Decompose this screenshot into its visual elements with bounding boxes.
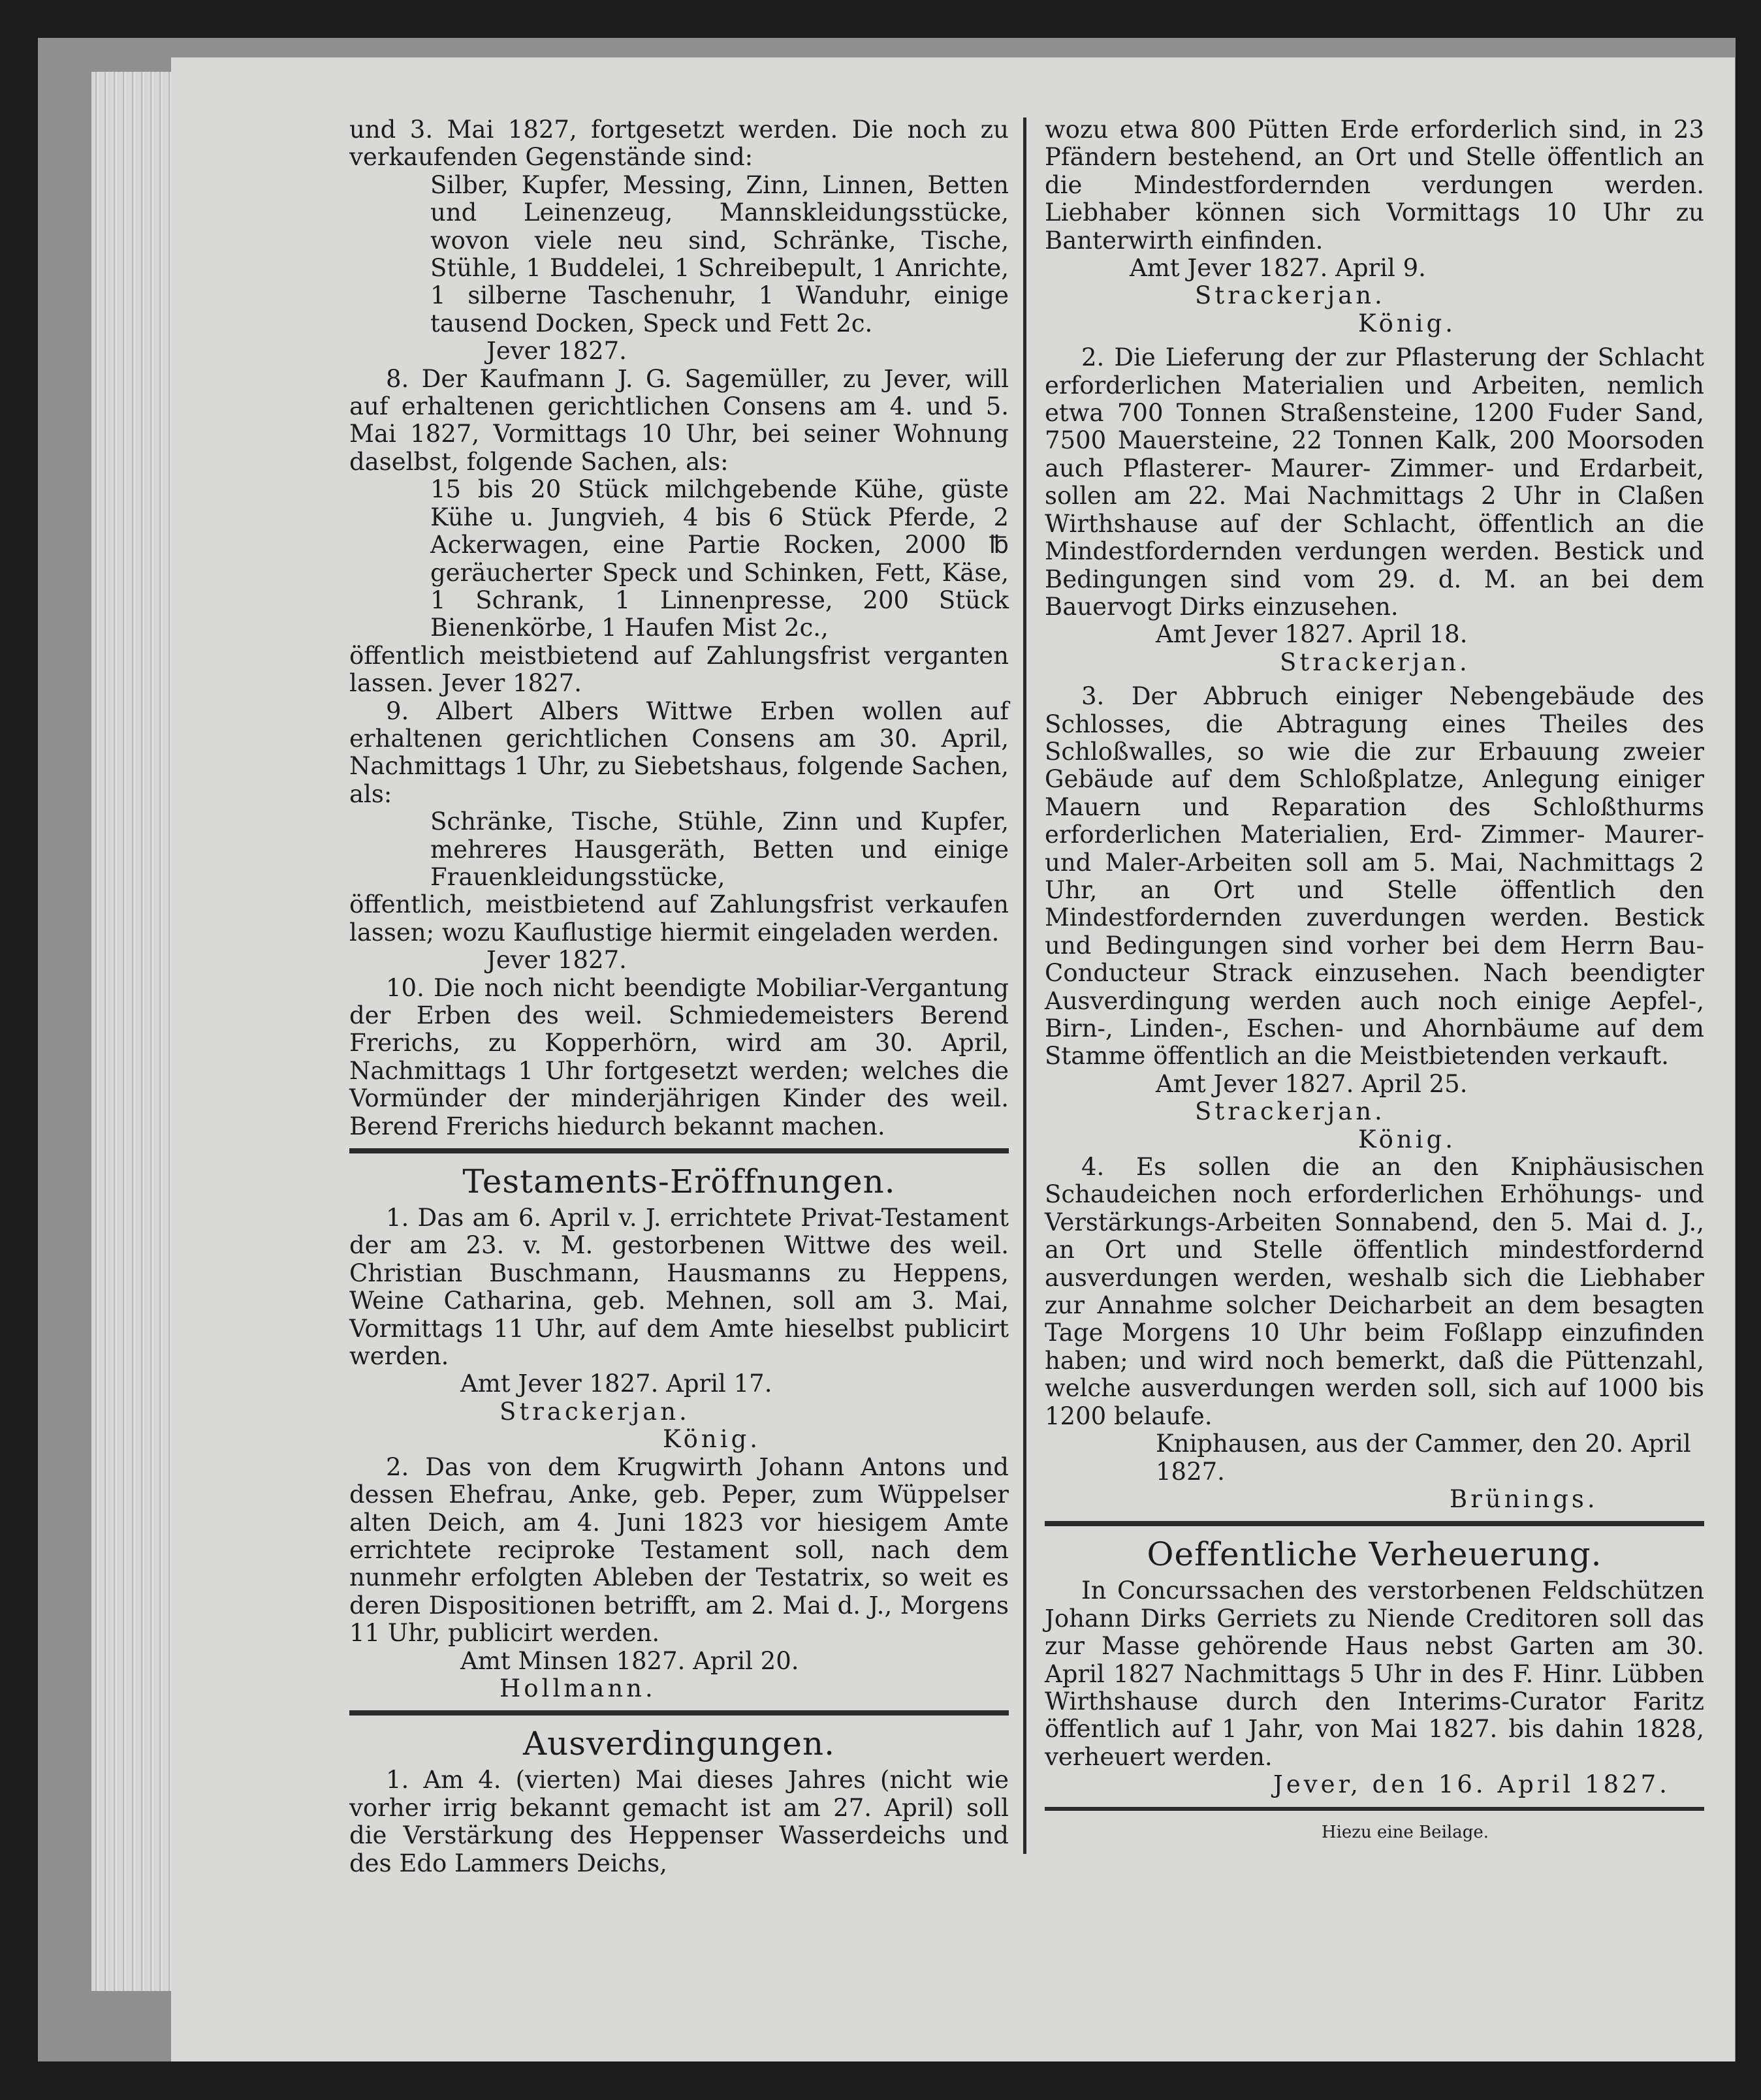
paragraph: öffentlich, meistbietend auf Zahlungsfrist verkaufen lassen; wozu Kauflustige hiermit eingeladen werden. bbox=[349, 890, 1009, 947]
ausverdingung-notice-4: 4. Es sollen die an den Kniphäusischen Schaudeichen noch erforderlichen Erhöhungs- und Verstärkungs-Arbeiten Sonnabend, den 5. Mai d. J., an Ort und Stelle öffentlich mindestfordernd ausverdungen werden, weshalb sich die Liebhaber zur Annahme solcher Deicharbeit an dem besagten Tage Morgens 10 Uhr beim Foßlapp einzufinden haben; und wird noch bemerkt, daß die Püttenzahl, welche ausverdungen werden soll, sich auf 1000 bis 1200 belaufe. bbox=[1045, 1153, 1704, 1430]
paragraph: und 3. Mai 1827, fortgesetzt werden. Die noch zu verkaufenden Gegenstände sind: bbox=[349, 116, 1009, 172]
right-column bbox=[1045, 116, 1704, 1842]
section-heading-verheuerung: Oeffentliche Verheuerung. bbox=[1147, 1535, 1602, 1574]
notice-10: 10. Die noch nicht beendigte Mobiliar-Vergantung der Erben des weil. Schmiedemeisters Berend Frerichs, zu Kopperhörn, wird am 30. April, Nachmittags 1 Uhr fortgesetzt werden; welches die Vormünder der minderjährigen Kinder des weil. Berend Frerichs hiedurch bekannt machen. bbox=[349, 973, 1009, 1140]
column-divider bbox=[1023, 118, 1026, 1854]
signature: Strackerjan. bbox=[1280, 648, 1470, 676]
testament-notice-1: 1. Das am 6. April v. J. errichtete Privat-Testament der am 23. v. M. gestorbenen Wittwe des weil. Christian Buschmann, Hausmanns zu Heppens, Weine Catharina, geb. Mehnen, soll am 3. Mai, Vormittags 11 Uhr, auf dem Amte hieselbst publicirt werden. bbox=[349, 1204, 1009, 1371]
item-list: Silber, Kupfer, Messing, Zinn, Linnen, Betten und Leinenzeug, Mannskleidungsstücke, wovon viele neu sind, Schränke, Tische, Stühle, 1 Buddelei, 1 Schreibepult, 1 Anrichte, 1 silberne Taschenuhr, 1 Wanduhr, einige tausend Docken, Speck und Fett 2c. bbox=[430, 170, 1009, 337]
signature: Strackerjan. bbox=[500, 1397, 690, 1426]
signature: König. bbox=[1358, 309, 1457, 337]
section-rule bbox=[349, 1148, 1009, 1153]
notice-9: 9. Albert Albers Wittwe Erben wollen auf erhaltenen gerichtlichen Consens am 30. April, Nachmittags 1 Uhr, zu Siebetshaus, folgende Sachen, als: bbox=[349, 697, 1009, 808]
page-edges bbox=[91, 72, 183, 1991]
signature: Brünings. bbox=[1450, 1484, 1598, 1513]
place-date: Jever 1827. bbox=[486, 337, 627, 366]
place-date: Amt Jever 1827. April 18. bbox=[1156, 620, 1468, 649]
supplement-note: Hiezu eine Beilage. bbox=[1321, 1822, 1489, 1842]
section-heading-testament: Testaments-Eröffnungen. bbox=[462, 1163, 896, 1201]
item-list: 15 bis 20 Stück milchgebende Kühe, güste Kühe u. Jungvieh, 4 bis 6 Stück Pferde, 2 Ackerwagen, eine Partie Rocken, 2000 ℔ geräucherter Speck und Schinken, Fett, Käse, 1 Schrank, 1 Linnenpresse, 200 Stück Bienenkörbe, 1 Haufen Mist 2c., bbox=[430, 475, 1009, 642]
paragraph: öffentlich meistbietend auf Zahlungsfrist verganten lassen. Jever 1827. bbox=[349, 641, 1009, 698]
place-date: Jever, den 16. April 1827. bbox=[1273, 1770, 1670, 1799]
paragraph: wozu etwa 800 Pütten Erde erforderlich sind, in 23 Pfändern bestehend, an Ort und Stelle öffentlich an die Mindestfordernden verdungen werden. Liebhaber können sich Vormittags 10 Uhr zu Banterwirth einfinden. bbox=[1045, 116, 1704, 255]
place-date: Amt Jever 1827. April 25. bbox=[1156, 1069, 1468, 1098]
ausverdingung-notice-1: 1. Am 4. (vierten) Mai dieses Jahres (nicht wie vorher irrig bekannt gemacht ist am 27. April) soll die Verstärkung des Heppenser Wasserdeichs und des Edo Lammers Deichs, bbox=[349, 1766, 1009, 1877]
signature: Strackerjan. bbox=[1195, 281, 1386, 310]
place-date: Jever 1827. bbox=[486, 946, 627, 975]
place-date: Amt Jever 1827. April 17. bbox=[460, 1370, 772, 1398]
place-date: Amt Minsen 1827. April 20. bbox=[460, 1646, 799, 1675]
section-heading-ausverdingungen: Ausverdingungen. bbox=[522, 1725, 835, 1763]
item-list: Schränke, Tische, Stühle, Zinn und Kupfer, mehreres Hausgeräth, Betten und einige Frauenkleidungsstücke, bbox=[430, 807, 1009, 891]
section-rule bbox=[349, 1710, 1009, 1716]
signature: Hollmann. bbox=[500, 1674, 656, 1702]
ausverdingung-notice-2: 2. Die Lieferung der zur Pflasterung der Schlacht erforderlichen Materialien und Arbeiten, nemlich etwa 700 Tonnen Straßensteine, 1200 Fuder Sand, 7500 Mauersteine, 22 Tonnen Kalk, 200 Moorsoden auch Pflasterer- Maurer- Zimmer- und Erdarbeit, sollen am 22. Mai Nachmittags 2 Uhr in Claßen Wirthshause auf der Schlacht, öffentlich an die Mindestfordernden verdungen werden. Bestick und Bedingungen sind vom 29. d. M. an bei dem Bauervogt Dirks einzusehen. bbox=[1045, 343, 1704, 621]
testament-notice-2: 2. Das von dem Krugwirth Johann Antons und dessen Ehefrau, Anke, geb. Peper, zum Wüppelser alten Deich, am 4. Juni 1823 vor hiesigem Amte errichtete reciproke Testament soll, nach dem nunmehr erfolgten Ableben der Testatrix, so weit es deren Dispositionen betrifft, am 2. Mai d. J., Morgens 11 Uhr, publicirt werden. bbox=[349, 1452, 1009, 1648]
left-column bbox=[349, 116, 1009, 1877]
place-date: Kniphausen, aus der Cammer, den 20. April 1827. bbox=[1156, 1430, 1691, 1486]
section-rule bbox=[1045, 1521, 1704, 1526]
signature: Strackerjan. bbox=[1195, 1097, 1386, 1126]
notice-8: 8. Der Kaufmann J. G. Sagemüller, zu Jever, will auf erhaltenen gerichtlichen Consens am 4. und 5. Mai 1827, Vormittags 10 Uhr, bei seiner Wohnung daselbst, folgende Sachen, als: bbox=[349, 364, 1009, 476]
signature: König. bbox=[663, 1425, 761, 1454]
verheuerung-notice: In Concurssachen des verstorbenen Feldschützen Johann Dirks Gerriets zu Niende Creditoren soll das zur Masse gehörende Haus nebst Garten am 30. April 1827 Nachmittags 5 Uhr in des F. Hinr. Lübben Wirthshause durch den Interims-Curator Faritz öffentlich auf 1 Jahr, von Mai 1827. bis dahin 1828, verheuert werden. bbox=[1045, 1576, 1704, 1771]
section-rule bbox=[1045, 1807, 1704, 1811]
place-date: Amt Jever 1827. April 9. bbox=[1130, 254, 1426, 283]
signature: König. bbox=[1358, 1125, 1457, 1153]
ausverdingung-notice-3: 3. Der Abbruch einiger Nebengebäude des Schlosses, die Abtragung eines Theiles des Schloßwalles, so wie die zur Erbauung zweier Gebäude auf dem Schloßplatze, Anlegung einiger Mauern und Reparation des Schloßthurms erforderlichen Materialien, Erd- Zimmer- Maurer- und Maler-Arbeiten soll am 5. Mai, Nachmittags 2 Uhr, an Ort und Stelle öffentlich den Mindestfordernden zuverdungen werden. Bestick und Bedingungen sind vorher bei dem Herrn Bau-Conducteur Strack einzusehen. Nach beendigter Ausverdingung werden auch noch einige Aepfel-, Birn-, Linden-, Eschen- und Ahornbäume auf dem Stamme öffentlich an die Meistbietenden verkauft. bbox=[1045, 682, 1704, 1071]
